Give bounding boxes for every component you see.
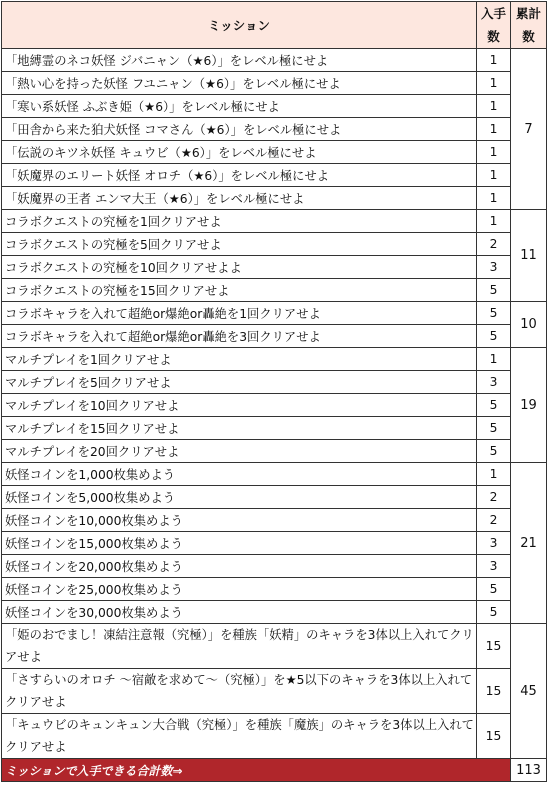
mission-cell: 妖怪コインを10,000枚集めよう <box>2 509 477 532</box>
mission-cell: マルチプレイを1回クリアせよ <box>2 348 477 371</box>
obtain-count-cell: 1 <box>477 164 511 187</box>
table-header-row <box>2 2 547 49</box>
table-row <box>2 210 547 233</box>
mission-cell: マルチプレイを20回クリアせよ <box>2 440 477 463</box>
mission-cell: 「寒い系妖怪 ふぶき姫（★6）」をレベル極にせよ <box>2 95 477 118</box>
header-mission: ミッション <box>2 2 477 49</box>
obtain-count-cell: 5 <box>477 394 511 417</box>
table-row <box>2 118 547 141</box>
table-row <box>2 714 547 759</box>
obtain-count-cell: 1 <box>477 49 511 72</box>
cumulative-count-cell: 45 <box>511 624 547 759</box>
obtain-count-cell: 1 <box>477 463 511 486</box>
mission-cell: コラボクエストの究極を1回クリアせよ <box>2 210 477 233</box>
obtain-count-cell: 15 <box>477 624 511 669</box>
obtain-count-cell: 3 <box>477 532 511 555</box>
table-row <box>2 417 547 440</box>
obtain-count-cell: 1 <box>477 348 511 371</box>
obtain-count-cell: 2 <box>477 233 511 256</box>
table-row <box>2 394 547 417</box>
table-row <box>2 72 547 95</box>
cumulative-count-cell: 21 <box>511 463 547 624</box>
mission-table <box>1 1 547 782</box>
table-row <box>2 49 547 72</box>
table-row <box>2 371 547 394</box>
cumulative-count-cell: 11 <box>511 210 547 302</box>
mission-cell: 「田舎から来た狛犬妖怪 コマさん（★6）」をレベル極にせよ <box>2 118 477 141</box>
mission-cell: コラボクエストの究極を5回クリアせよ <box>2 233 477 256</box>
header-obtain-count: 入手 数 <box>477 2 511 49</box>
mission-cell: 「妖魔界のエリート妖怪 オロチ（★6）」をレベル極にせよ <box>2 164 477 187</box>
mission-cell: コラボキャラを入れて超絶or爆絶or轟絶を1回クリアせよ <box>2 302 477 325</box>
mission-cell: 「妖魔界の王者 エンマ大王（★6）」をレベル極にせよ <box>2 187 477 210</box>
table-row <box>2 624 547 669</box>
cumulative-count-cell: 10 <box>511 302 547 348</box>
mission-cell: コラボクエストの究極を10回クリアせよよ <box>2 256 477 279</box>
cumulative-count-cell: 19 <box>511 348 547 463</box>
table-row <box>2 578 547 601</box>
mission-cell: 妖怪コインを25,000枚集めよう <box>2 578 477 601</box>
mission-cell: 「地縛霊のネコ妖怪 ジバニャン（★6）」をレベル極にせよ <box>2 49 477 72</box>
obtain-count-cell: 5 <box>477 417 511 440</box>
header-cumulative-count: 累計 数 <box>511 2 547 49</box>
mission-cell: 「姫のおでまし！凍結注意報（究極）」を種族「妖精」のキャラを3体以上入れてクリアせよ <box>2 624 477 669</box>
mission-cell: 妖怪コインを1,000枚集めよう <box>2 463 477 486</box>
table-row <box>2 348 547 371</box>
mission-cell: 妖怪コインを30,000枚集めよう <box>2 601 477 624</box>
obtain-count-cell: 3 <box>477 371 511 394</box>
mission-cell: 妖怪コインを20,000枚集めよう <box>2 555 477 578</box>
obtain-count-cell: 3 <box>477 256 511 279</box>
mission-cell: 妖怪コインを15,000枚集めよう <box>2 532 477 555</box>
obtain-count-cell: 5 <box>477 440 511 463</box>
mission-cell: 「さすらいのオロチ 〜宿敵を求めて〜（究極）」を★5以下のキャラを3体以上入れてクリアせよ <box>2 669 477 714</box>
table-row <box>2 601 547 624</box>
table-footer-row <box>2 759 547 782</box>
table-row <box>2 463 547 486</box>
grand-total-label: ミッションで入手できる合計数⇒ <box>2 759 511 782</box>
obtain-count-cell: 1 <box>477 118 511 141</box>
mission-cell: マルチプレイを15回クリアせよ <box>2 417 477 440</box>
obtain-count-cell: 3 <box>477 555 511 578</box>
obtain-count-cell: 5 <box>477 578 511 601</box>
mission-cell: コラボクエストの究極を15回クリアせよ <box>2 279 477 302</box>
mission-cell: マルチプレイを10回クリアせよ <box>2 394 477 417</box>
table-row <box>2 440 547 463</box>
mission-cell: コラボキャラを入れて超絶or爆絶or轟絶を3回クリアせよ <box>2 325 477 348</box>
table-row <box>2 233 547 256</box>
table-row <box>2 256 547 279</box>
obtain-count-cell: 1 <box>477 210 511 233</box>
table-row <box>2 95 547 118</box>
obtain-count-cell: 2 <box>477 509 511 532</box>
table-row <box>2 187 547 210</box>
obtain-count-cell: 1 <box>477 72 511 95</box>
obtain-count-cell: 15 <box>477 714 511 759</box>
mission-cell: 「伝説のキツネ妖怪 キュウビ（★6）」をレベル極にせよ <box>2 141 477 164</box>
mission-cell: 妖怪コインを5,000枚集めよう <box>2 486 477 509</box>
mission-cell: マルチプレイを5回クリアせよ <box>2 371 477 394</box>
obtain-count-cell: 5 <box>477 302 511 325</box>
table-row <box>2 141 547 164</box>
table-row <box>2 532 547 555</box>
table-row <box>2 164 547 187</box>
obtain-count-cell: 1 <box>477 141 511 164</box>
obtain-count-cell: 5 <box>477 601 511 624</box>
obtain-count-cell: 2 <box>477 486 511 509</box>
grand-total-value: 113 <box>511 759 547 782</box>
obtain-count-cell: 5 <box>477 325 511 348</box>
obtain-count-cell: 15 <box>477 669 511 714</box>
cumulative-count-cell: 7 <box>511 49 547 210</box>
mission-cell: 「熱い心を持った妖怪 フユニャン（★6）」をレベル極にせよ <box>2 72 477 95</box>
table-body <box>2 49 547 759</box>
obtain-count-cell: 1 <box>477 95 511 118</box>
table-row <box>2 486 547 509</box>
mission-cell: 「キュウビのキュンキュン大合戦（究極）」を種族「魔族」のキャラを3体以上入れてクリアせよ <box>2 714 477 759</box>
table-row <box>2 279 547 302</box>
table-row <box>2 509 547 532</box>
obtain-count-cell: 1 <box>477 187 511 210</box>
table-row <box>2 302 547 325</box>
table-row <box>2 325 547 348</box>
table-row <box>2 669 547 714</box>
obtain-count-cell: 5 <box>477 279 511 302</box>
table-row <box>2 555 547 578</box>
